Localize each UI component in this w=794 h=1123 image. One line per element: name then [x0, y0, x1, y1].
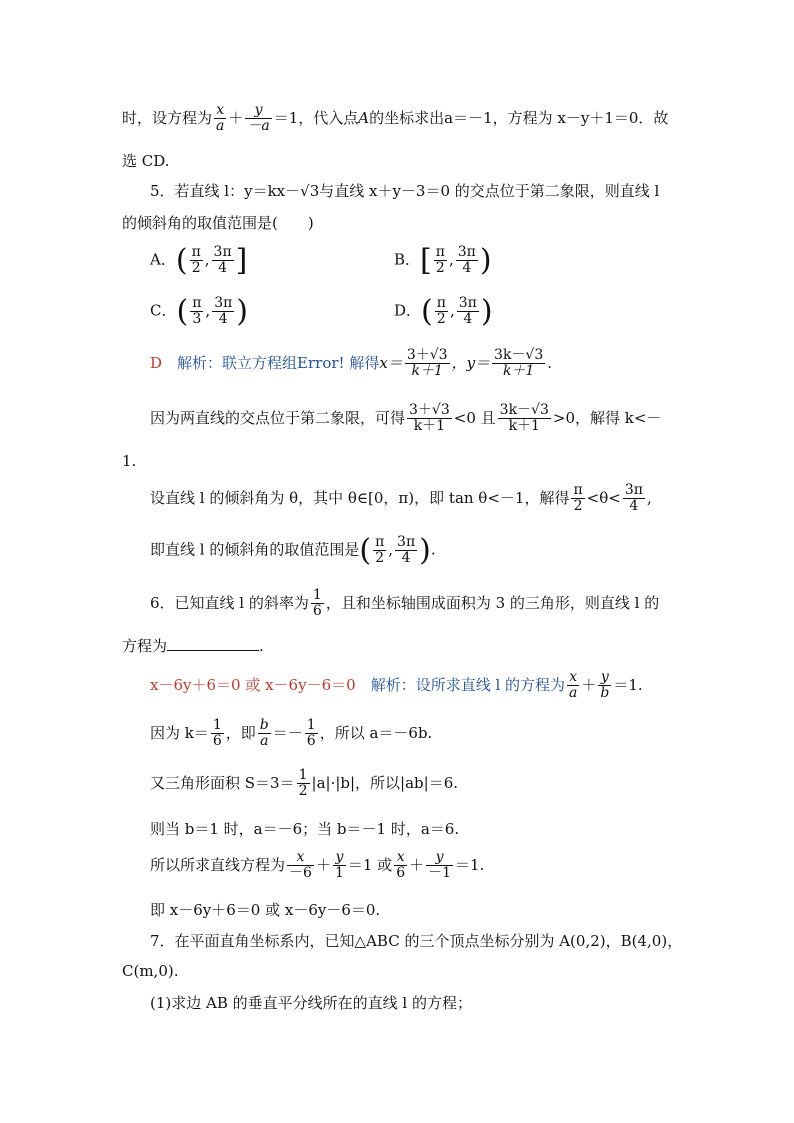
option-a: A．( $\frac{\pi}{2}$ , $\frac{3\pi}{4}$ ] [150, 243, 248, 278]
question-6-line-2: 方程为 . [122, 637, 264, 655]
answer-6: x－6y＋6＝0 或 x－6y－6＝0 解析：设所求直线 l 的方程为 $\frac{x}{a}$ ＋ $\frac{y}{b}$ ＝1. [150, 669, 643, 702]
question-5-line-2: 的倾斜角的取值范围是( ) [122, 214, 314, 232]
analysis-line-2: 1. [122, 452, 137, 470]
solution-line-1: 因为 k＝ $\frac{1}{6}$ ，即 $\frac{b}{a}$ ＝－ $\frac{1}{6}$ ，所以 a＝－6b. [150, 717, 433, 750]
option-c: C．( $\frac{\pi}{3}$ , $\frac{3\pi}{4}$ ) [150, 294, 249, 329]
fraction-y-solution: $\frac{3k-√3}{k+1}$ [494, 347, 544, 380]
fraction-x-solution: $\frac{3+√3}{k+1}$ [406, 347, 448, 380]
option-b: B．[ $\frac{\pi}{2}$ , $\frac{3\pi}{4}$ ) [394, 243, 492, 278]
text: 时，设方程为 [122, 108, 213, 127]
option-d: D．( $\frac{\pi}{2}$ , $\frac{3\pi}{4}$ ) [394, 294, 493, 329]
question-6-line-1: 6．已知直线 l 的斜率为 $\frac{1}{6}$ ，且和坐标轴围成面积为 3 的三角形，则直线 l 的 [150, 587, 660, 620]
answer-5: D 解析：联立方程组Error! 解得x＝ $\frac{3+√3}{k+1}$ ，y＝ $\frac{3k-√3}{k+1}$ . [150, 347, 553, 380]
question-7-line-1: 7．在平面直角坐标系内，已知△ABC 的三个顶点坐标分别为 A(0,2)，B(4,0)， [150, 932, 683, 950]
solution-line-4: 所以所求直线方程为 $\frac{x}{-6}$ ＋ $\frac{y}{1}$ ＝1 或 $\frac{x}{6}$ ＋ $\frac{y}{-1}$ ＝1. [150, 849, 485, 882]
answer-text: x－6y＋6＝0 或 x－6y－6＝0 [150, 675, 356, 694]
answer-blank [167, 636, 259, 651]
text: ＝1，代入点 [273, 108, 359, 127]
fraction-x-over-a: $\frac{x}{a}$ [216, 102, 225, 135]
solution-line-2: 又三角形面积 S＝3＝ $\frac{1}{2}$ |a|·|b|，所以|ab|＝6. [150, 767, 459, 800]
answer-letter: D [150, 353, 163, 372]
analysis-label: 解析：联立方程组Error! 解得 [177, 353, 380, 372]
line-1: 时，设方程为 $\frac{x}{a}$ ＋ $\frac{y}{-a}$ ＝1，代入点A的坐标求出a＝－1，方程为 x－y＋1＝0．故 [122, 102, 669, 135]
question-7-line-2: C(m,0). [122, 962, 179, 980]
line-2: 选 CD. [122, 152, 170, 170]
solution-line-5: 即 x－6y＋6＝0 或 x－6y－6＝0. [150, 901, 381, 919]
solution-line-3: 则当 b＝1 时，a＝－6；当 b＝－1 时，a＝6. [150, 820, 460, 838]
analysis-line-4: 即直线 l 的倾斜角的取值范围是( $\frac{\pi}{2}$ , $\frac{3\pi}{4}$ ). [150, 533, 436, 568]
text: a＝－1，方程为 x－y＋1＝0．故 [444, 108, 669, 127]
text: 的坐标求出 [369, 108, 445, 127]
analysis-line-1: 因为两直线的交点位于第二象限，可得 $\frac{3+√3}{k+1}$ <0 且 $\frac{3k-√3}{k+1}$ >0，解得 k<－ [150, 402, 662, 435]
question-5-line-1: 5．若直线 l：y＝kx－√3与直线 x＋y－3＝0 的交点位于第二象限，则直线 l [150, 182, 660, 200]
analysis-label: 解析：设所求直线 l 的方程为 [370, 675, 566, 694]
analysis-line-3: 设直线 l 的倾斜角为 θ，其中 θ∈[0，π)，即 tan θ<－1，解得 $\frac{\pi}{2}$ <θ< $\frac{3\pi}{4}$ , [150, 482, 652, 515]
point-a: A [358, 108, 370, 127]
question-7-part-1: (1)求边 AB 的垂直平分线所在的直线 l 的方程； [150, 994, 472, 1012]
fraction-y-over-neg-a: $\frac{y}{-a}$ [247, 102, 270, 135]
